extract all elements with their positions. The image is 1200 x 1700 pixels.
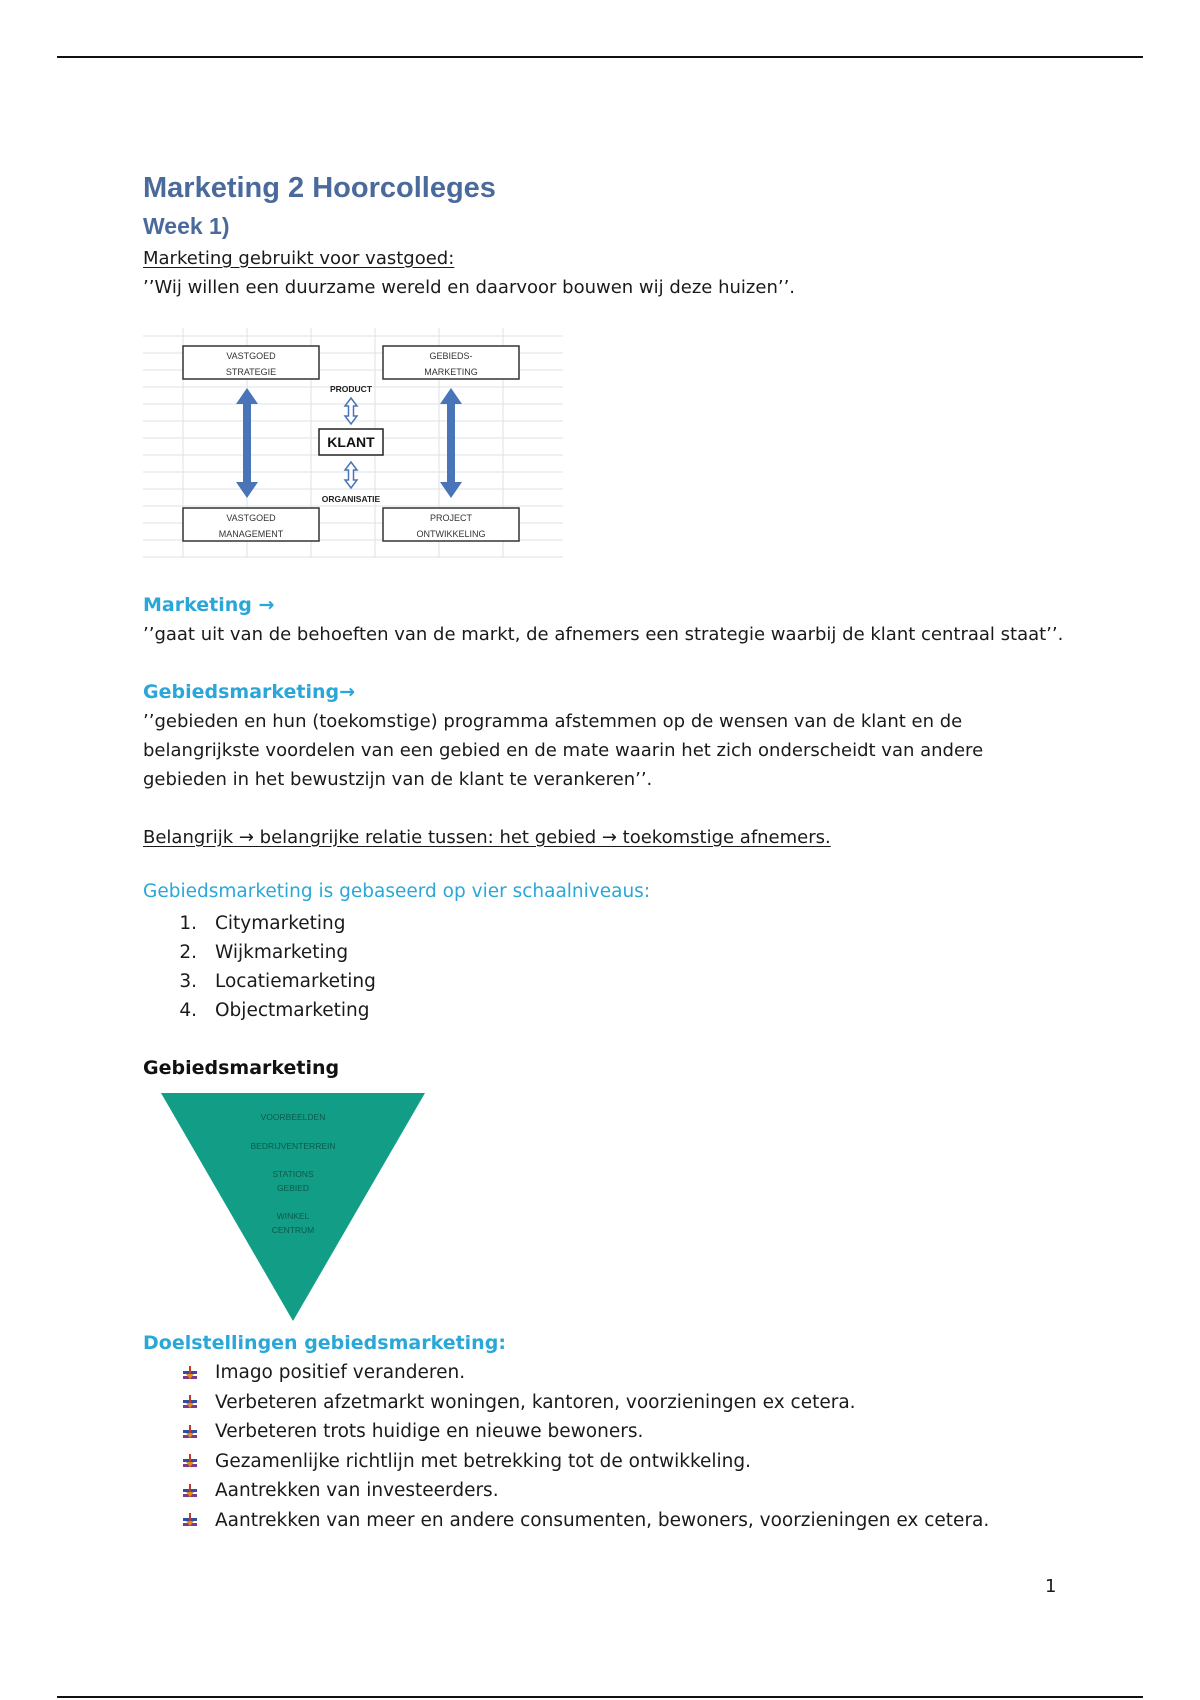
document-title: Marketing 2 Hoorcolleges: [143, 172, 496, 204]
week-heading: Week 1): [143, 213, 230, 239]
list-item: [143, 1358, 1103, 1388]
list-text: Imago positief veranderen.: [215, 1362, 466, 1383]
gebiedsmarketing-definition-line: ’’gebieden en hun (toekomstige) programma afstemmen op de wensen van de klant en de: [143, 711, 963, 732]
gebiedsmarketing-heading: Gebiedsmarketing→: [143, 681, 356, 703]
triangle-label: WINKEL: [276, 1211, 310, 1221]
belangrijk-statement: Belangrijk → belangrijke relatie tussen: het gebied → toekomstige afnemers.: [143, 827, 831, 848]
label-organisatie: ORGANISATIE: [321, 494, 381, 504]
schaalniveau-triangle: [159, 1091, 1103, 1327]
schaalniveaus-list: [143, 909, 1103, 1025]
page-bottom-rule: [57, 1696, 1143, 1698]
label-klant: KLANT: [327, 434, 375, 450]
bullet-icon: [143, 1365, 215, 1381]
list-text: Aantrekken van investeerders.: [215, 1480, 499, 1501]
list-text: Citymarketing: [215, 913, 346, 934]
list-text: Verbeteren trots huidige en nieuwe bewoners.: [215, 1421, 644, 1442]
list-number: 1.: [179, 913, 197, 934]
schaalniveaus-heading: Gebiedsmarketing is gebaseerd op vier schaalniveaus:: [143, 881, 651, 902]
gebiedsmarketing-definition-line: gebieden in het bewustzijn van de klant te verankeren’’.: [143, 769, 653, 790]
bullet-icon: [143, 1424, 215, 1440]
list-item: [143, 938, 1103, 967]
list-number: 4.: [179, 1000, 197, 1021]
list-number: 2.: [179, 942, 197, 963]
bullet-icon: [143, 1453, 215, 1469]
section-heading-vastgoed: Marketing gebruikt voor vastgoed:: [143, 248, 455, 269]
list-item: [143, 1417, 1103, 1447]
list-text: Wijkmarketing: [215, 942, 349, 963]
double-arrow-icon: [345, 462, 357, 488]
bullet-icon: [143, 1512, 215, 1528]
list-item: [143, 996, 1103, 1025]
list-text: Aantrekken van meer en andere consumenten, bewoners, voorzieningen ex cetera.: [215, 1509, 990, 1531]
doelstellingen-list: [143, 1358, 1103, 1535]
gebiedsmarketing-definition-line: belangrijkste voordelen van een gebied en de mate waarin het zich onderscheidt van andere: [143, 740, 984, 761]
list-item: [143, 1447, 1103, 1477]
bullet-icon: [143, 1394, 215, 1410]
triangle-label: VOORBEELDEN: [260, 1112, 326, 1122]
inverted-triangle-shape: [161, 1093, 425, 1321]
box-label: GEBIEDS-: [429, 351, 473, 361]
page-number: 1: [1045, 1576, 1057, 1597]
box-label: STRATEGIE: [225, 367, 277, 377]
klant-diagram-svg: [143, 328, 563, 558]
list-text: Verbeteren afzetmarkt woningen, kantoren, voorzieningen ex cetera.: [215, 1391, 856, 1413]
label-product: PRODUCT: [329, 384, 373, 394]
box-label: PROJECT: [429, 513, 473, 523]
double-arrow-icon: [345, 398, 357, 424]
triangle-heading: Gebiedsmarketing: [143, 1057, 340, 1079]
box-label: ONTWIKKELING: [416, 529, 486, 539]
list-item: [143, 1506, 1103, 1536]
triangle-label: CENTRUM: [271, 1225, 315, 1235]
list-number: 3.: [179, 971, 197, 992]
document-body: [143, 168, 1103, 1535]
list-text: Objectmarketing: [215, 1000, 370, 1021]
vastgoed-diagram: [143, 328, 1103, 562]
box-label: VASTGOED: [226, 351, 276, 361]
triangle-label: BEDRIJVENTERREIN: [250, 1141, 336, 1151]
list-item: [143, 909, 1103, 938]
marketing-definition: ’’gaat uit van de behoeften van de markt, de afnemers een strategie waarbij de klant centraal staat’’.: [143, 624, 1064, 645]
box-label: VASTGOED: [226, 513, 276, 523]
quote-duurzaam: ’’Wij willen een duurzame wereld en daarvoor bouwen wij deze huizen’’.: [143, 277, 796, 298]
triangle-label: GEBIED: [276, 1183, 310, 1193]
list-text: Gezamenlijke richtlijn met betrekking tot de ontwikkeling.: [215, 1450, 752, 1472]
box-label: MANAGEMENT: [218, 529, 284, 539]
list-item: [143, 1388, 1103, 1418]
triangle-label: STATIONS: [272, 1169, 314, 1179]
list-item: [143, 967, 1103, 996]
marketing-heading: Marketing →: [143, 594, 275, 616]
list-text: Locatiemarketing: [215, 971, 376, 992]
doelstellingen-heading: Doelstellingen gebiedsmarketing:: [143, 1332, 506, 1354]
page-top-rule: [57, 56, 1143, 58]
triangle-svg: [159, 1091, 427, 1323]
bullet-icon: [143, 1483, 215, 1499]
list-item: [143, 1476, 1103, 1506]
box-label: MARKETING: [424, 367, 478, 377]
